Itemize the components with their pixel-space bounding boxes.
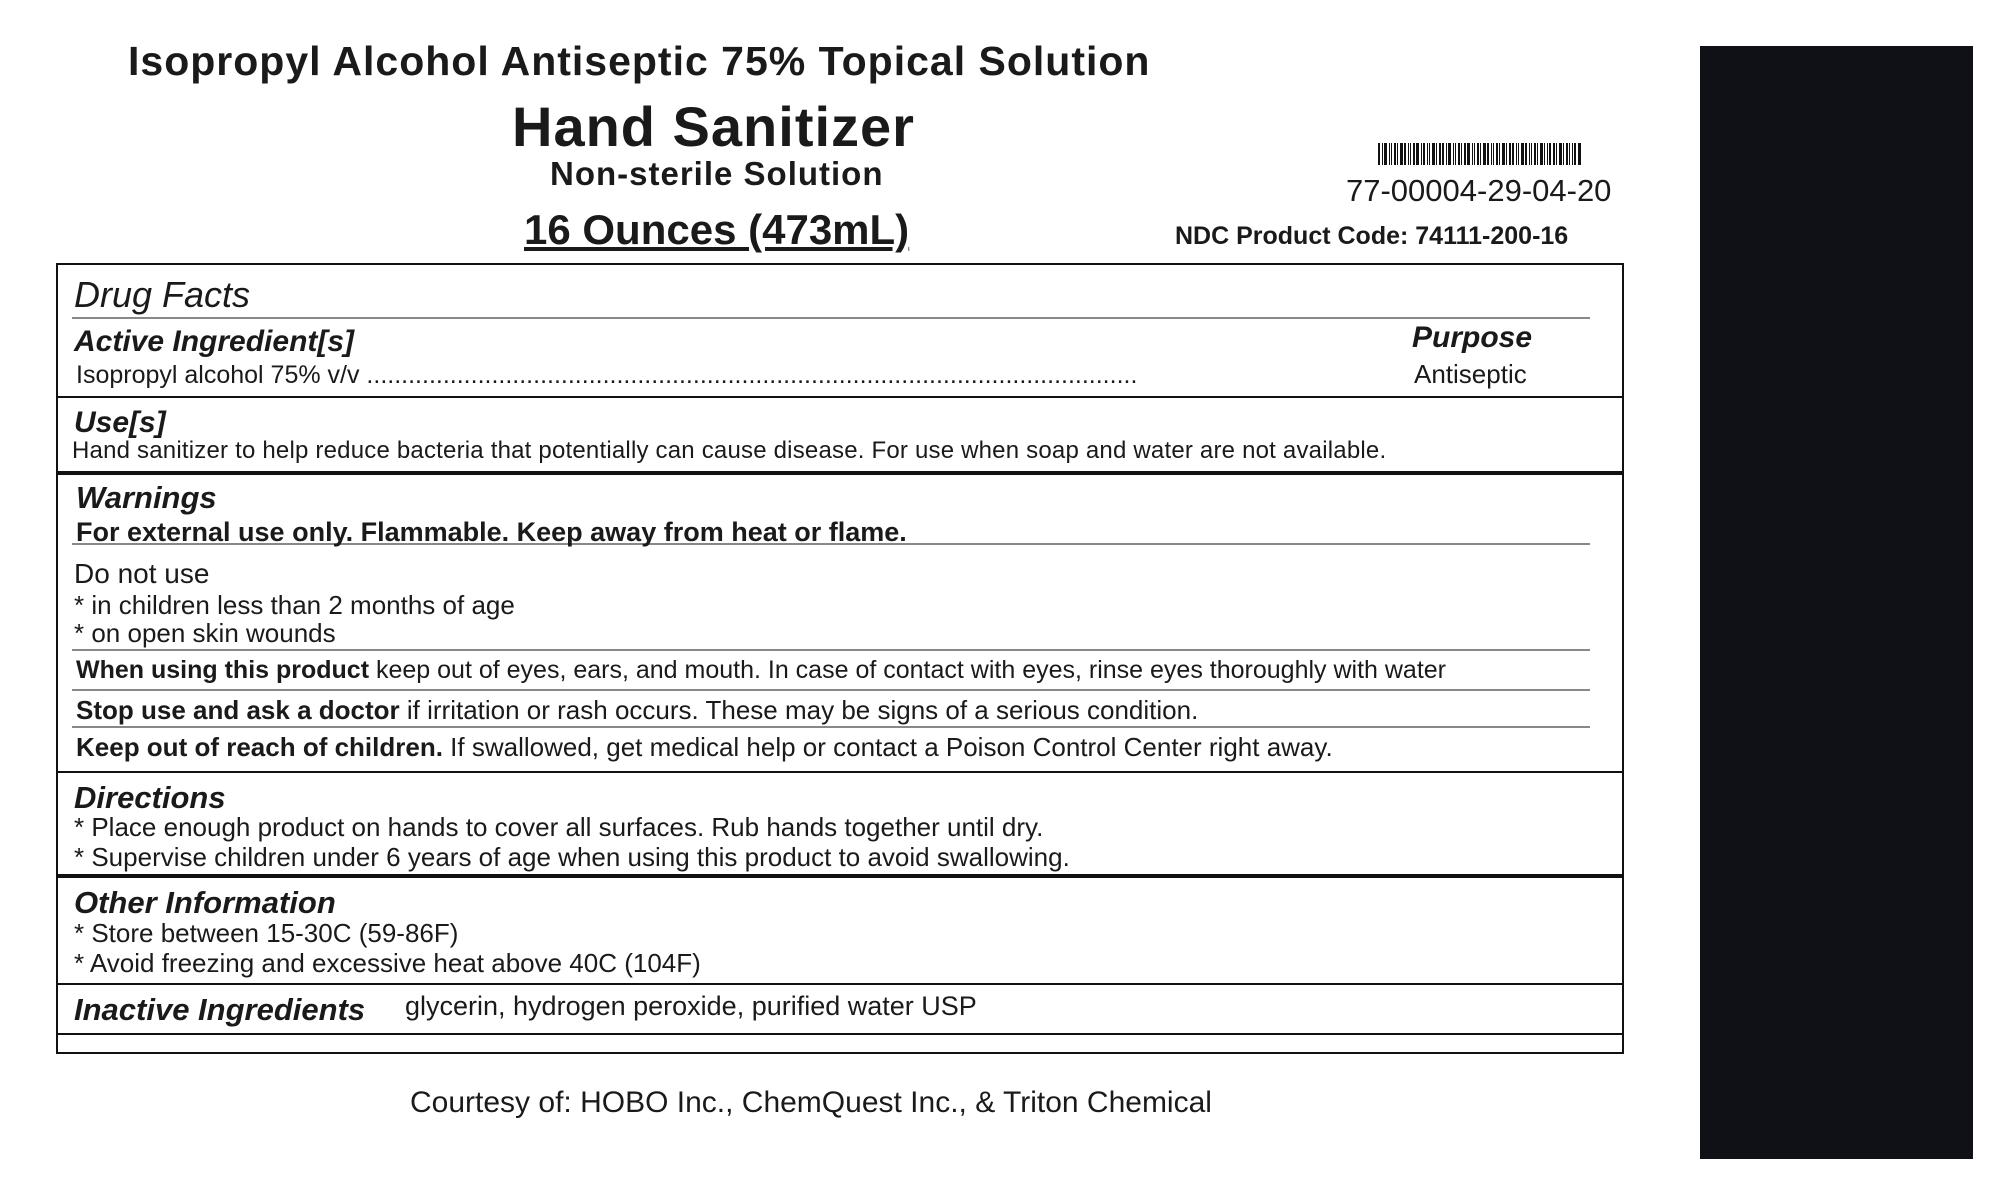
barcode-bar [1537, 143, 1538, 165]
active-heading: Active Ingredient[s] [74, 325, 355, 358]
keep-out-text: If swallowed, get medical help or contact a Poison Control Center right away. [450, 732, 1333, 762]
barcode-bar [1563, 143, 1564, 165]
barcode-bar [1455, 143, 1456, 165]
barcode-bar [1458, 143, 1460, 165]
title-line: Isopropyl Alcohol Antiseptic 75% Topical Solution [128, 38, 1151, 84]
barcode-bar [1566, 143, 1568, 165]
drug-facts-title: Drug Facts [74, 274, 251, 315]
barcode-bar [1446, 143, 1447, 165]
barcode-bar [1474, 143, 1475, 165]
barcode-bar [1518, 143, 1519, 165]
divider [56, 874, 1624, 878]
barcode-bar [1574, 143, 1576, 165]
barcode-bar [1493, 143, 1494, 165]
barcode-bar [1525, 143, 1527, 165]
barcode-bar [1496, 143, 1498, 165]
purpose-value: Antiseptic [1414, 359, 1527, 389]
inactive-heading: Inactive Ingredients [74, 992, 366, 1027]
divider [56, 471, 1624, 475]
barcode-bar [1477, 143, 1479, 165]
rule [72, 726, 1590, 728]
barcode-bar [1499, 143, 1500, 165]
warnings-heading: Warnings [76, 480, 217, 515]
barcode-bar [1448, 143, 1451, 165]
other-info-heading: Other Information [74, 885, 336, 920]
barcode-bar [1559, 143, 1562, 165]
barcode-bar [1423, 143, 1425, 165]
barcode-bar [1464, 143, 1466, 165]
directions-heading: Directions [74, 780, 226, 815]
barcode-bar [1472, 143, 1473, 165]
barcode-bar [1544, 143, 1545, 165]
barcode-bar [1487, 143, 1489, 165]
barcode-bar [1509, 143, 1511, 165]
barcode-bar [1389, 143, 1390, 165]
barcode-bar [1421, 143, 1422, 165]
barcode-bar [1427, 143, 1428, 165]
barcode-bar [1408, 143, 1409, 165]
divider [56, 396, 1624, 398]
do-not-use-item: * in children less than 2 months of age [74, 590, 515, 620]
warning-flammable: For external use only. Flammable. Keep away from heat or flame. [76, 517, 907, 547]
barcode-bar [1436, 143, 1437, 165]
barcode-bar [1521, 143, 1524, 165]
barcode-bar [1531, 143, 1532, 165]
do-not-use-heading: Do not use [74, 558, 210, 589]
when-using-row [76, 656, 1446, 685]
barcode-bar [1569, 143, 1570, 165]
keep-out-label: Keep out of reach of children. [76, 732, 443, 762]
barcode-bar [1391, 143, 1392, 165]
barcode-bar [1410, 143, 1411, 165]
active-ingredient: Isopropyl alcohol 75% v/v ............................................................................................................... [76, 361, 1138, 389]
when-using-label: When using this product [76, 656, 370, 684]
barcode-bar [1378, 143, 1380, 165]
black-bar [1700, 46, 1973, 1159]
barcode-bar [1556, 143, 1557, 165]
barcode-bar [1491, 143, 1492, 165]
barcode-bar [1382, 143, 1383, 165]
ndc-code: NDC Product Code: 74111-200-16 [1175, 222, 1569, 250]
barcode-bar [1529, 143, 1530, 165]
stop-use-text: if irritation or rash occurs. These may be signs of a serious condition. [406, 695, 1199, 725]
barcode-bar [1397, 143, 1398, 165]
barcode-bar [1442, 143, 1444, 165]
barcode-bar [1480, 143, 1481, 165]
barcode-bar [1540, 143, 1543, 165]
inactive-text: glycerin, hydrogen peroxide, purified water USP [405, 991, 977, 1021]
directions-item: * Place enough product on hands to cover all surfaces. Rub hands together until dry. [74, 812, 1044, 842]
barcode [1378, 143, 1603, 165]
when-using-text: keep out of eyes, ears, and mouth. In case of contact with eyes, rinse eyes thoroughly with water [375, 656, 1447, 684]
rule [72, 317, 1590, 319]
size-label: 16 Ounces (473mL) [524, 206, 910, 253]
rule [72, 689, 1590, 691]
stop-use-row [76, 695, 1198, 726]
rule [72, 649, 1590, 651]
other-info-item: * Avoid freezing and excessive heat above 40C (104F) [74, 948, 701, 978]
other-info-item: * Store between 15-30C (59-86F) [74, 918, 459, 948]
barcode-bar [1384, 143, 1387, 165]
keep-out-row [76, 732, 1333, 763]
barcode-bar [1547, 143, 1548, 165]
directions-item: * Supervise children under 6 years of age when using this product to avoid swallowing. [74, 842, 1070, 872]
barcode-bar [1429, 143, 1430, 165]
barcode-bar [1572, 143, 1573, 165]
uses-heading: Use[s] [74, 406, 166, 439]
barcode-bar [1413, 143, 1415, 165]
barcode-bar [1400, 143, 1403, 165]
sterility-label: Non-sterile Solution [550, 155, 884, 192]
barcode-number: 77-00004-29-04-20 [1346, 173, 1612, 208]
barcode-bar [1416, 143, 1419, 165]
purpose-heading: Purpose [1412, 321, 1533, 354]
barcode-bar [1516, 143, 1517, 165]
uses-text: Hand sanitizer to help reduce bacteria that potentially can cause disease. For use when soap and water are not available. [72, 437, 1387, 464]
barcode-bar [1453, 143, 1454, 165]
barcode-bar [1512, 143, 1514, 165]
barcode-bar [1549, 143, 1551, 165]
divider [56, 983, 1624, 985]
barcode-bar [1461, 143, 1462, 165]
barcode-bar [1534, 143, 1536, 165]
barcode-bar [1506, 143, 1507, 165]
barcode-bar [1394, 143, 1396, 165]
stop-use-label: Stop use and ask a doctor [76, 695, 400, 725]
barcode-bar [1439, 143, 1441, 165]
barcode-bar [1553, 143, 1555, 165]
do-not-use-item: * on open skin wounds [74, 618, 336, 648]
divider [56, 1033, 1624, 1035]
barcode-bar [1578, 143, 1581, 165]
barcode-bar [1483, 143, 1486, 165]
barcode-bar [1432, 143, 1435, 165]
divider [56, 771, 1624, 773]
product-name: Hand Sanitizer [512, 95, 915, 158]
courtesy-footer: Courtesy of: HOBO Inc., ChemQuest Inc., & Triton Chemical [410, 1086, 1212, 1119]
barcode-bar [1467, 143, 1470, 165]
barcode-bar [1502, 143, 1505, 165]
barcode-bar [1404, 143, 1406, 165]
